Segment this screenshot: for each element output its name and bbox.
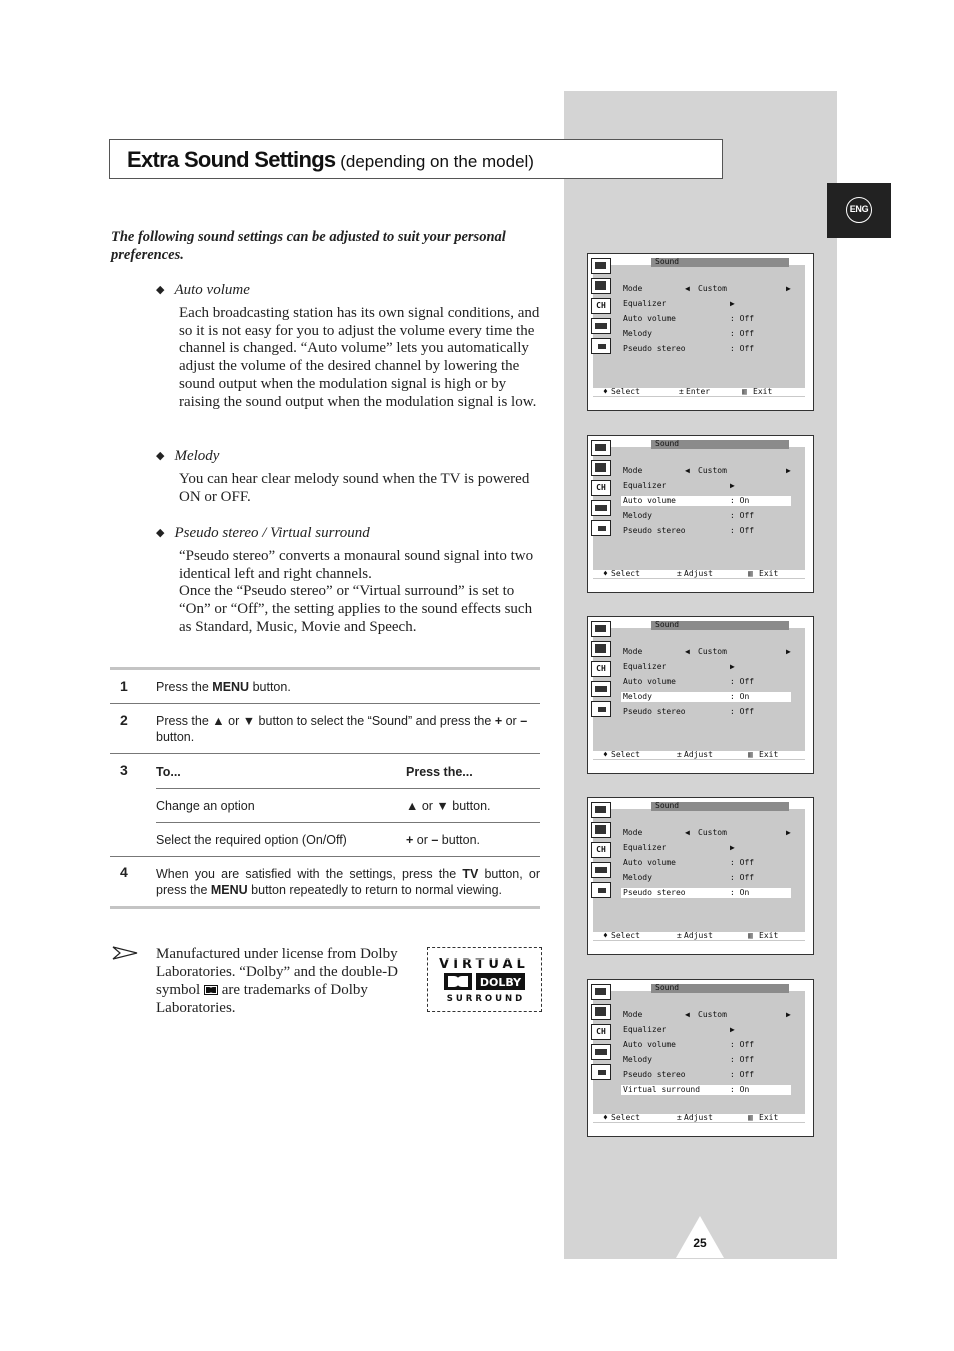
- left-arrow-icon: ◀: [685, 1010, 690, 1019]
- enter-icon: ±: [679, 387, 684, 396]
- right-arrow-icon: ▶: [730, 843, 735, 852]
- sound-menu-icon: [591, 460, 611, 476]
- step-3-keys-2: + or – button.: [406, 833, 481, 847]
- osd-footer: ♦ Select ± Adjust ▥ Exit: [593, 570, 805, 578]
- updown-icon: ♦: [603, 1113, 608, 1122]
- table-top-rule: [110, 667, 540, 670]
- auto-volume-heading: ◆ Auto volume: [156, 282, 250, 298]
- picture-menu-icon: [591, 984, 611, 1000]
- row-divider: [110, 753, 540, 754]
- osd-title-bar: Sound: [651, 258, 789, 267]
- right-arrow-icon: ▶: [730, 299, 735, 308]
- picture-menu-icon: [591, 258, 611, 274]
- step-3-header: To...: [156, 765, 181, 779]
- function-menu-icon: [591, 500, 611, 516]
- channel-menu-icon: CH: [591, 480, 611, 496]
- steps-table: [110, 667, 540, 909]
- osd-icon-column: [591, 621, 611, 721]
- input-menu-icon: [591, 338, 611, 354]
- menu-key-icon: ▥: [742, 387, 747, 396]
- osd-row-auto-volume: Auto volume : Off: [623, 314, 755, 323]
- step-number: 1: [120, 678, 128, 694]
- updown-icon: ♦: [603, 750, 608, 759]
- osd-row-equalizer: Equalizer ▶: [623, 662, 735, 671]
- channel-menu-icon: CH: [591, 1024, 611, 1040]
- adjust-icon: ±: [677, 1113, 682, 1122]
- double-d-icon: [204, 985, 218, 995]
- language-badge: ENG: [846, 197, 872, 223]
- table-bottom-rule: [110, 906, 540, 909]
- step-2-text: Press the ▲ or ▼ button to select the “Sound” and press the + or – button.: [156, 714, 528, 744]
- left-arrow-icon: ◀: [685, 284, 690, 293]
- osd-row-pseudo-stereo: Pseudo stereo : Off: [623, 707, 755, 716]
- osd-screen-3: [587, 616, 814, 774]
- right-arrow-icon: ▶: [786, 284, 791, 293]
- osd-row-melody: Melody : Off: [623, 1055, 755, 1064]
- osd-row-equalizer: Equalizer ▶: [623, 481, 735, 490]
- step-1-text: Press the MENU button.: [156, 680, 291, 694]
- step-3-action-1: Change an option: [156, 799, 255, 813]
- osd-title-bar: Sound: [651, 802, 789, 811]
- page-title: [109, 139, 723, 179]
- dolby-virtual-surround-logo: [427, 947, 542, 1012]
- osd-row-pseudo-stereo: Pseudo stereo : Off: [623, 1070, 755, 1079]
- sound-menu-icon: [591, 822, 611, 838]
- osd-screen-1: [587, 253, 814, 411]
- right-arrow-icon: ▶: [730, 662, 735, 671]
- logo-surround-text: SURROUND: [446, 994, 526, 1004]
- melody-description: You can hear clear melody sound when the TV is powered ON or OFF.: [179, 471, 530, 505]
- osd-row-melody: Melody : Off: [623, 873, 755, 882]
- osd-row-equalizer: Equalizer ▶: [623, 299, 735, 308]
- picture-menu-icon: [591, 621, 611, 637]
- function-menu-icon: [591, 1044, 611, 1060]
- osd-footer: ♦ Select ± Adjust ▥ Exit: [593, 751, 805, 759]
- menu-key-icon: ▥: [748, 750, 753, 759]
- input-menu-icon: [591, 701, 611, 717]
- melody-heading: ◆ Melody: [156, 448, 220, 464]
- menu-key-icon: ▥: [748, 931, 753, 940]
- left-arrow-icon: ◀: [685, 647, 690, 656]
- osd-row-equalizer: Equalizer ▶: [623, 1025, 735, 1034]
- osd-row-pseudo-stereo: Pseudo stereo : Off: [623, 526, 755, 535]
- step-number: 3: [120, 762, 128, 778]
- channel-menu-icon: CH: [591, 298, 611, 314]
- page-number: 25: [693, 1236, 707, 1250]
- adjust-icon: ±: [677, 569, 682, 578]
- input-menu-icon: [591, 1064, 611, 1080]
- left-arrow-icon: ◀: [685, 828, 690, 837]
- picture-menu-icon: [591, 802, 611, 818]
- sound-menu-icon: [591, 278, 611, 294]
- auto-volume-description: Each broadcasting station has its own signal conditions, and so it is not easy for you to adjust the volume every time the channel is changed. “Auto volume” lets you automatically adjust the volume of the desired channel by lowering the sound output when the modulation signal is high or by raising the sound output when the modulation signal is low.: [179, 305, 540, 410]
- menu-key-icon: ▥: [748, 569, 753, 578]
- sound-menu-icon: [591, 641, 611, 657]
- left-arrow-icon: ◀: [685, 466, 690, 475]
- channel-menu-icon: CH: [591, 661, 611, 677]
- osd-row-pseudo-stereo: Pseudo stereo : Off: [623, 344, 755, 353]
- osd-row-auto-volume: Auto volume : Off: [623, 1040, 755, 1049]
- osd-row-virtual-surround-selected: Virtual surround : On: [621, 1085, 791, 1095]
- function-menu-icon: [591, 681, 611, 697]
- updown-icon: ♦: [603, 931, 608, 940]
- bullet-icon: ◆: [156, 450, 165, 462]
- bullet-icon: ◆: [156, 527, 165, 539]
- osd-screen-4: [587, 797, 814, 955]
- osd-row-melody: Melody : Off: [623, 329, 755, 338]
- osd-icon-column: [591, 984, 611, 1084]
- osd-row-melody: Melody : Off: [623, 511, 755, 520]
- intro-text: The following sound settings can be adjusted to suit your personal preferences.: [111, 229, 506, 263]
- function-menu-icon: [591, 862, 611, 878]
- osd-row-melody-selected: Melody : On: [621, 692, 791, 702]
- osd-row-auto-volume: Auto volume : Off: [623, 677, 755, 686]
- step-number: 2: [120, 712, 128, 728]
- osd-footer: ♦ Select ± Enter ▥ Exit: [593, 388, 805, 396]
- sound-menu-icon: [591, 1004, 611, 1020]
- right-arrow-icon: ▶: [786, 466, 791, 475]
- step-3-header-col2: Press the...: [406, 765, 473, 779]
- osd-footer: ♦ Select ± Adjust ▥ Exit: [593, 1114, 805, 1122]
- osd-icon-column: [591, 802, 611, 902]
- row-divider: [110, 703, 540, 704]
- osd-row-mode: Mode ◀ Custom ▶: [623, 828, 791, 837]
- step-3-keys-1: ▲ or ▼ button.: [406, 799, 491, 813]
- picture-menu-icon: [591, 440, 611, 456]
- right-arrow-icon: ▶: [730, 481, 735, 490]
- updown-icon: ♦: [603, 569, 608, 578]
- right-arrow-icon: ▶: [730, 1025, 735, 1034]
- osd-screen-5: [587, 979, 814, 1137]
- osd-row-mode: Mode ◀ Custom ▶: [623, 466, 791, 475]
- adjust-icon: ±: [677, 931, 682, 940]
- input-menu-icon: [591, 882, 611, 898]
- osd-footer: ♦ Select ± Adjust ▥ Exit: [593, 932, 805, 940]
- row-divider: [156, 788, 540, 789]
- updown-icon: ♦: [603, 387, 608, 396]
- title-main: Extra Sound Settings: [127, 147, 336, 172]
- note-arrow-icon: [112, 946, 138, 960]
- osd-title-bar: Sound: [651, 621, 789, 630]
- osd-screen-2: [587, 435, 814, 593]
- dolby-note: Manufactured under license from Dolby Laboratories. “Dolby” and the double-D symbol are trademarks of Dolby Laboratories.: [156, 946, 398, 1016]
- input-menu-icon: [591, 520, 611, 536]
- osd-row-auto-volume-selected: Auto volume : On: [621, 496, 791, 506]
- step-4-text: When you are satisfied with the settings, press the TV button, or press the MENU button repeatedly to return to normal viewing.: [156, 867, 540, 897]
- osd-icon-column: [591, 258, 611, 358]
- step-3-action-2: Select the required option (On/Off): [156, 833, 347, 847]
- osd-row-auto-volume: Auto volume : Off: [623, 858, 755, 867]
- adjust-icon: ±: [677, 750, 682, 759]
- osd-title-bar: Sound: [651, 984, 789, 993]
- right-arrow-icon: ▶: [786, 1010, 791, 1019]
- bullet-icon: ◆: [156, 284, 165, 296]
- osd-row-mode: Mode ◀ Custom ▶: [623, 647, 791, 656]
- logo-dolby-text: DOLBY: [479, 976, 522, 989]
- pseudo-stereo-description: “Pseudo stereo” converts a monaural sound signal into two identical left and right channels. Once the “Pseudo stereo” or “Virtual surround” is set to “On” or “Off”, the setting applies to the sound effects such as Standard, Music, Movie and Speech.: [179, 548, 534, 635]
- step-number: 4: [120, 864, 128, 880]
- pseudo-stereo-heading: ◆ Pseudo stereo / Virtual surround: [156, 525, 370, 541]
- osd-row-pseudo-stereo-selected: Pseudo stereo : On: [621, 888, 791, 898]
- osd-row-mode: Mode ◀ Custom ▶: [623, 1010, 791, 1019]
- channel-menu-icon: CH: [591, 842, 611, 858]
- logo-virtual-text: VIRTUAL: [439, 957, 529, 972]
- osd-row-equalizer: Equalizer ▶: [623, 843, 735, 852]
- title-subtitle: (depending on the model): [335, 152, 534, 171]
- menu-key-icon: ▥: [748, 1113, 753, 1122]
- row-divider: [156, 822, 540, 823]
- row-divider: [110, 856, 540, 857]
- osd-icon-column: [591, 440, 611, 540]
- function-menu-icon: [591, 318, 611, 334]
- right-arrow-icon: ▶: [786, 828, 791, 837]
- osd-title-bar: Sound: [651, 440, 789, 449]
- right-arrow-icon: ▶: [786, 647, 791, 656]
- osd-row-mode: Mode ◀ Custom ▶: [623, 284, 791, 293]
